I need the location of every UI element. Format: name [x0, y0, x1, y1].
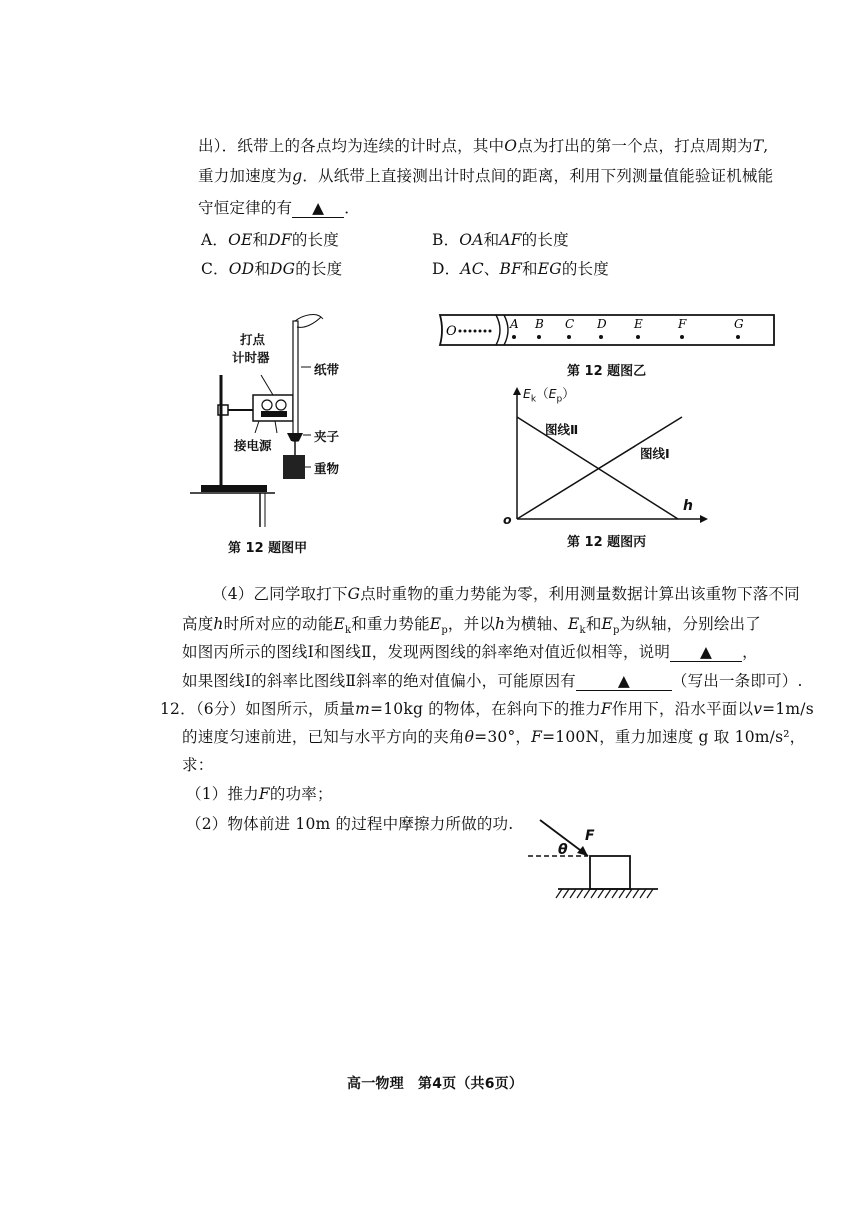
- y-axis-arrow: [513, 387, 521, 395]
- symbol-E: E: [601, 615, 614, 633]
- symbol-E: E: [333, 615, 346, 633]
- text-span: 和: [522, 260, 538, 278]
- part4-line-1: [212, 582, 800, 604]
- energy-graph: [500, 385, 710, 530]
- text-span: =100N，重力加速度 g 取 10m/s²，: [542, 728, 806, 746]
- clip: [287, 433, 303, 441]
- graph-line-1-label: 图线Ⅰ: [640, 446, 670, 461]
- force-label: F: [585, 828, 595, 844]
- hatch-mark: [612, 889, 618, 898]
- y-axis-label: [523, 384, 575, 405]
- segment-label: AF: [499, 231, 522, 249]
- ground-hatching: [556, 889, 653, 898]
- tape-break: [496, 315, 500, 345]
- tape-point-label: F: [678, 317, 687, 331]
- origin-label: o: [503, 512, 512, 527]
- symbol-E: E: [568, 615, 580, 633]
- hatch-mark: [605, 889, 611, 898]
- tape-point-label: B: [535, 317, 544, 331]
- caption-fig-jia: 第 12 题图甲: [228, 541, 308, 556]
- segment-label: BF: [499, 260, 523, 278]
- label-timer: 打点: [240, 332, 266, 347]
- segment-label: DF: [268, 231, 292, 249]
- text-span: 、: [483, 260, 500, 278]
- option-prefix: B．: [432, 231, 460, 249]
- text-span: 和: [252, 231, 269, 249]
- segment-label: OE: [228, 231, 253, 249]
- y-axis-E: E: [548, 386, 557, 401]
- text-span: =1m/s: [762, 700, 814, 718]
- hatch-mark: [647, 889, 653, 898]
- option-prefix: D．: [432, 260, 461, 278]
- text-span: 的长度: [521, 231, 569, 249]
- part4-line-2: [182, 612, 761, 636]
- symbol-F: F: [531, 728, 543, 746]
- text-span: 点时重物的重力势能为零，利用测量数据计算出该重物下落不同: [360, 585, 800, 603]
- tape-break: [504, 315, 508, 345]
- x-axis-label: h: [683, 498, 693, 514]
- label-tape: 纸带: [314, 362, 340, 377]
- weight-block: [283, 455, 305, 479]
- paper-tape: [293, 321, 298, 441]
- text-line-3: [198, 196, 360, 218]
- symbol-F: F: [258, 785, 270, 803]
- tape-point-label: E: [634, 317, 643, 331]
- graph-line-2-label: 图线Ⅱ: [545, 422, 579, 437]
- y-axis-sub: k: [530, 394, 537, 405]
- blank-mark: ▲: [312, 199, 325, 217]
- symbol-O: O: [504, 137, 518, 155]
- text-span: （1）推力: [186, 785, 259, 803]
- symbol-E: E: [429, 615, 442, 633]
- hatch-mark: [626, 889, 632, 898]
- text-span: ，并以: [447, 615, 496, 633]
- text-line-1: [198, 134, 768, 156]
- answer-blank[interactable]: [292, 199, 344, 218]
- timer-plate: [261, 411, 287, 417]
- text-span: 点为打出的第一个点，打点周期为: [517, 137, 753, 155]
- text-span: ．从纸带上直接测出计时点间的距离，利用下列测量值能验证机械能: [302, 167, 774, 185]
- force-arrow-head: [577, 846, 588, 856]
- hatch-mark: [584, 889, 590, 898]
- text-span: =30°，: [474, 728, 532, 746]
- part4-line-3: [182, 640, 758, 662]
- tape-start-dots: [459, 330, 492, 333]
- tape-point-label: D: [597, 317, 607, 331]
- option-prefix: C．: [201, 260, 229, 278]
- tape-point-label: A: [510, 317, 519, 331]
- tape-point-dot: [680, 335, 684, 339]
- subscript: k: [345, 625, 352, 637]
- text-span: 的长度: [295, 260, 343, 278]
- text-span: ．: [344, 199, 360, 217]
- tape-point-dot: [636, 335, 640, 339]
- symbol-v: v: [753, 700, 763, 718]
- leader-line: [261, 375, 273, 395]
- text-span: 如图丙所示的图线Ⅰ和图线Ⅱ，发现两图线的斜率绝对值近似相等，说明: [182, 643, 671, 661]
- hatch-mark: [619, 889, 625, 898]
- q12-sub-2: （2）物体前进 10m 的过程中摩擦力所做的功.: [186, 815, 514, 833]
- text-span: 出）．纸带上的各点均为连续的计时点，其中: [198, 137, 505, 155]
- hatch-mark: [563, 889, 569, 898]
- text-span: 和重力势能: [351, 615, 430, 633]
- symbol-theta: θ: [464, 728, 475, 746]
- text-span: ,: [763, 137, 769, 155]
- text-span: 的速度匀速前进，已知与水平方向的夹角: [182, 728, 465, 746]
- angle-label: θ: [558, 842, 568, 858]
- option-prefix: A．: [201, 231, 229, 249]
- text-span: 为纵轴，分别绘出了: [619, 615, 761, 633]
- text-line-2: [198, 164, 773, 186]
- text-span: 重力加速度为: [198, 167, 293, 185]
- segment-label: OA: [459, 231, 484, 249]
- subscript: k: [579, 625, 586, 637]
- text-span: 和: [254, 260, 271, 278]
- symbol-G: G: [347, 585, 361, 603]
- stand-base: [201, 485, 267, 492]
- tape-diagram: [438, 312, 778, 348]
- tape-point-dot: [736, 335, 740, 339]
- tape-point-dot: [537, 335, 541, 339]
- segment-label: OD: [228, 260, 255, 278]
- part4-line-4: [182, 669, 803, 691]
- y-axis-sub: p: [556, 394, 563, 405]
- option-a[interactable]: [201, 228, 339, 250]
- blank-mark: ▲: [700, 643, 713, 661]
- text-span: =10kg 的物体，在斜向下的推力: [370, 700, 601, 718]
- x-axis-arrow: [700, 515, 708, 523]
- symbol-m: m: [355, 700, 371, 718]
- symbol-g: g: [292, 167, 303, 185]
- text-span: 12．（6分）如图所示，质量: [160, 700, 356, 718]
- q12-line-2: [182, 725, 805, 747]
- answer-blank[interactable]: [670, 643, 742, 662]
- power-wire: [275, 421, 277, 433]
- text-span: 如果图线Ⅰ的斜率比图线Ⅱ斜率的绝对值偏小，可能原因有: [182, 672, 576, 690]
- tape-point-label: C: [565, 317, 575, 331]
- segment-label: EG: [537, 260, 562, 278]
- text-span: 为横轴、: [505, 615, 569, 633]
- hand-outline: [295, 315, 323, 321]
- text-span: 和: [585, 615, 602, 633]
- hatch-mark: [591, 889, 597, 898]
- label-clip: 夹子: [314, 429, 340, 444]
- symbol-F: F: [600, 700, 612, 718]
- hatch-mark: [556, 889, 562, 898]
- label-power: 接电源: [234, 438, 272, 453]
- subscript: p: [441, 625, 448, 637]
- subscript: p: [613, 625, 620, 637]
- tape-point-O: O: [446, 324, 457, 339]
- hatch-mark: [598, 889, 604, 898]
- answer-blank[interactable]: [576, 672, 672, 691]
- text-span: 守恒定律的有: [198, 199, 293, 217]
- text-span: 的功率；: [269, 785, 333, 803]
- blank-mark: ▲: [617, 672, 630, 690]
- text-span: ，: [742, 643, 758, 661]
- tape-point-dot: [512, 335, 516, 339]
- option-b[interactable]: [432, 228, 569, 250]
- label-weight: 重物: [314, 461, 340, 476]
- text-span: （写出一条即可）.: [671, 672, 803, 690]
- symbol-h: h: [213, 615, 224, 633]
- option-d[interactable]: [432, 257, 609, 279]
- y-axis-paren: （: [536, 386, 549, 401]
- text-span: 作用下，沿水平面以: [611, 700, 754, 718]
- power-wire: [255, 421, 259, 433]
- caption-fig-bing: 第 12 题图丙: [567, 535, 647, 550]
- segment-label: AC: [460, 260, 484, 278]
- text-span: 的长度: [561, 260, 609, 278]
- symbol-h: h: [495, 615, 506, 633]
- segment-label: DG: [270, 260, 296, 278]
- text-span: 高度: [182, 615, 214, 633]
- tape-points: [509, 317, 744, 339]
- tape-point-dot: [567, 335, 571, 339]
- label-timer: 计时器: [232, 350, 270, 365]
- hatch-mark: [570, 889, 576, 898]
- q12-line-1: [160, 697, 814, 719]
- q12-sub-1: [186, 782, 333, 804]
- symbol-T: T: [752, 137, 764, 155]
- option-c[interactable]: [201, 257, 342, 279]
- text-span: 和: [483, 231, 500, 249]
- tape-point-label: G: [734, 317, 744, 331]
- hatch-mark: [577, 889, 583, 898]
- caption-fig-yi: 第 12 题图乙: [567, 364, 647, 379]
- tape-point-dot: [599, 335, 603, 339]
- y-axis-E: E: [523, 386, 531, 401]
- page-footer: 高一物理 第4页（共6页）: [347, 1076, 524, 1092]
- text-span: 的长度: [291, 231, 339, 249]
- y-axis-paren: ）: [562, 386, 575, 401]
- hand-outline: [297, 317, 321, 327]
- timer-body: [253, 395, 293, 421]
- block: [590, 856, 630, 889]
- block-force-diagram: [528, 812, 668, 908]
- hatch-mark: [640, 889, 646, 898]
- text-span: （4）乙同学取打下: [212, 585, 348, 603]
- hatch-mark: [633, 889, 639, 898]
- q12-line-3: 求：: [182, 756, 214, 774]
- text-span: 时所对应的动能: [223, 615, 334, 633]
